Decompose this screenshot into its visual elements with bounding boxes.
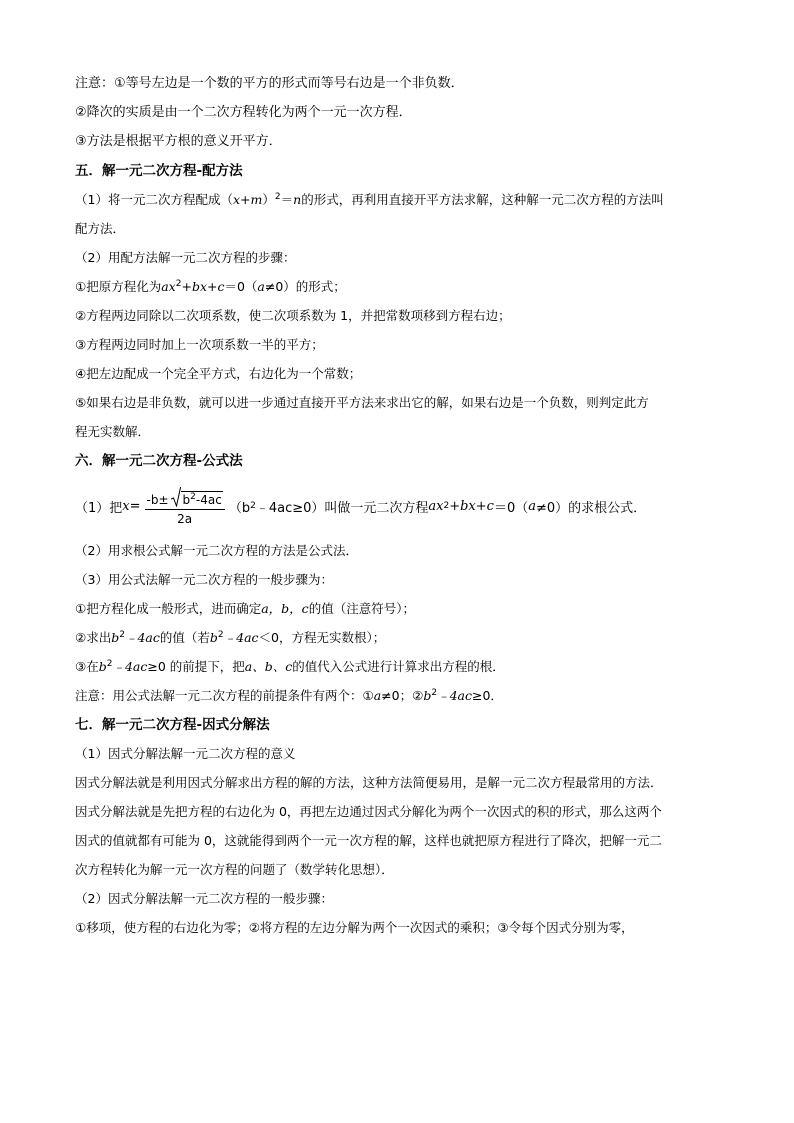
completing-square-step-2: ②方程两边同除以二次项系数，使二次项系数为 1，并把常数项移到方程右边； <box>75 308 511 323</box>
note-line-1: 注意：①等号左边是一个数的平方的形式而等号右边是一个非负数． <box>75 76 464 91</box>
radical-icon <box>171 487 181 507</box>
formula-method-note: 注意：用公式法解一元二次方程的前提条件有两个：①a≠0；$②b^2﹣4ac\ge 0$． <box>75 688 503 703</box>
document-page <box>75 74 725 947</box>
formula-step-2: ②求出$b^2﹣4ac$的值（若$b^2﹣4ac<0$，方程无实数根）； <box>75 630 386 645</box>
completing-square-definition-1: （1）将一元二次方程配成$(x+m)^2=n$的形式，再利用直接开平方法求解，这种解一元二次方程的方法叫 <box>75 192 664 207</box>
factoring-steps-line: ①移项，使方程的右边化为零；②将方程的左边分解为两个一次因式的乘积；③令每个因式分别为零， <box>75 920 634 935</box>
factoring-paragraph-4: 次方程转化为解一元一次方程的问题了（数学转化思想）． <box>75 862 394 877</box>
note-line-3: ③方法是根据平方根的意义开平方． <box>75 134 282 149</box>
quadratic-formula-line: （1）把 x = -b± $b^2-4ac$ 2a （b 2 ﹣4ac≥0）叫做一元二次方程 ax 2 +bx+c ＝0（ a ≠0）的求根公式． <box>75 480 725 532</box>
completing-square-step-3: ③方程两边同时加上一次项系数一半的平方； <box>75 337 324 352</box>
factoring-paragraph-2: 因式分解法就是先把方程的右边化为 0，再把左边通过因式分解化为两个一次因式的积的形式，那么这两个 <box>75 804 662 819</box>
note-line-2: ②降次的实质是由一个二次方程转化为两个一元一次方程． <box>75 105 412 120</box>
factoring-paragraph-3: 因式的值就都有可能为 0，这就能得到两个一元一次方程的解，这样也就把原方程进行了降次，把解一元二 <box>75 833 662 848</box>
formula-numerator: -b± $b^2-4ac$ <box>145 487 225 509</box>
factoring-paragraph-1: 因式分解法就是利用因式分解求出方程的解的方法，这种方法简便易用，是解一元二次方程最常用的方法． <box>75 775 663 790</box>
formula-method-definition: （2）用求根公式解一元二次方程的方法是公式法． <box>75 543 358 558</box>
completing-square-step-1: ①把原方程化为$ax^2+bx+c=0(a\ne 0)$的形式； <box>75 279 346 294</box>
square-root-sign: $b^2-4ac$ <box>171 487 223 507</box>
quadratic-formula-fraction <box>145 487 225 526</box>
completing-square-definition-2: 配方法． <box>75 221 126 236</box>
formula-step-3: ③在$b^2﹣4ac\ge 0$ 的前提下，把a、b、c的值代入公式进行计算求出方程的根． <box>75 659 505 674</box>
formula-step-1: ①把方程化成一般形式，进而确定a，b，c的值（注意符号）； <box>75 601 415 616</box>
completing-square-step-5a: ⑤如果右边是非负数，就可以进一步通过直接开平方法来求出它的解，如果右边是一个负数，则判定此方 <box>75 395 649 410</box>
completing-square-steps-title: （2）用配方法解一元二次方程的步骤： <box>75 250 296 265</box>
factoring-steps-title: （2）因式分解法解一元二次方程的一般步骤： <box>75 891 333 906</box>
section-heading-5: 五．解一元二次方程-配方法 <box>75 163 243 179</box>
completing-square-step-4: ④把左边配成一个完全平方式，右边化为一个常数； <box>75 366 362 381</box>
factoring-meaning-title: （1）因式分解法解一元二次方程的意义 <box>75 746 296 761</box>
formula-denominator: 2a <box>177 511 193 526</box>
formula-method-steps-title: （3）用公式法解一元二次方程的一般步骤为： <box>75 572 333 587</box>
completing-square-step-5b: 程无实数解． <box>75 424 151 439</box>
section-heading-6: 六．解一元二次方程-公式法 <box>75 453 243 469</box>
section-heading-7: 七．解一元二次方程-因式分解法 <box>75 717 270 733</box>
